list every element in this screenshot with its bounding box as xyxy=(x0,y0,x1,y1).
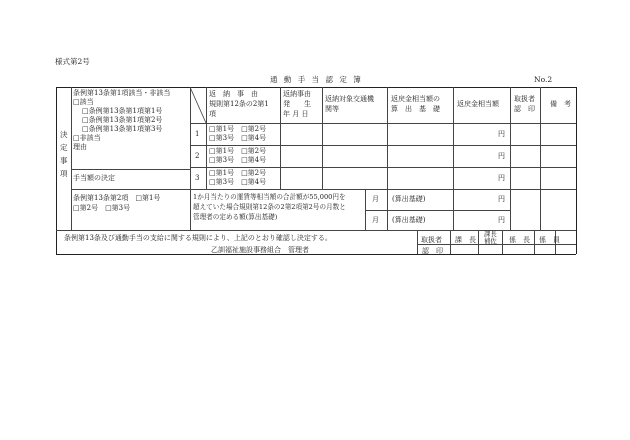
month-2-label: 月 xyxy=(372,216,379,224)
yen-1-label: 円 xyxy=(498,195,505,203)
row-2-yen: 円 xyxy=(498,152,505,160)
monthly-note-line3: 管理者の定める額(算出基礎) xyxy=(193,213,278,221)
row-1-options-b[interactable]: □第3号 □第4号 xyxy=(209,134,267,142)
yen-2-label: 円 xyxy=(498,216,505,224)
header-refund-target-2: 関等 xyxy=(325,105,339,113)
month-1-label: 月 xyxy=(372,195,379,203)
row-2-number: 2 xyxy=(195,152,200,160)
article-13-2-line1[interactable]: 条例第13条第2項 □第1号 xyxy=(73,194,161,202)
row-3-options-b[interactable]: □第3号 □第4号 xyxy=(209,178,267,186)
header-refund-reason-3: 項 xyxy=(209,110,216,118)
applicable-item-1[interactable]: □条例第13条第1項第1号 xyxy=(82,107,163,115)
approval-deputy-2: 補佐 xyxy=(484,237,497,245)
page-title: 通 動 手 当 認 定 簿 xyxy=(270,75,363,84)
basis-2-label: (算出基礎) xyxy=(392,216,426,224)
row-1-options-a[interactable]: □第1号 □第2号 xyxy=(209,125,267,133)
basis-1-label: (算出基礎) xyxy=(392,195,426,203)
row-3-options-a[interactable]: □第1号 □第2号 xyxy=(209,169,267,177)
confirmation-text: 条例第13条及び通勤手当の支給に関する規則により、上記のとおり確認し決定する。 xyxy=(64,234,332,242)
header-refund-reason-2: 規則第12条の2第1 xyxy=(209,100,269,108)
row-1-number: 1 xyxy=(195,130,200,138)
row-2-options-b[interactable]: □第3号 □第4号 xyxy=(209,156,267,164)
header-occur-date-2: 発 生 xyxy=(283,100,311,108)
row-1-yen: 円 xyxy=(498,130,505,138)
approval-handler: 取扱者 xyxy=(421,236,442,244)
approval-staff: 係 員 xyxy=(539,236,560,244)
page-number: No.2 xyxy=(534,75,553,84)
header-refund-basis-2: 算 出 基 礎 xyxy=(391,105,440,113)
header-handler-2: 認 印 xyxy=(514,105,535,113)
monthly-note-line2: 超えていた場合規則第12条の2第2項第2号の月数と xyxy=(193,203,346,211)
row-3-yen: 円 xyxy=(498,174,505,182)
header-refund-amount: 返戻金相当額 xyxy=(457,100,499,108)
row-2-options-a[interactable]: □第1号 □第2号 xyxy=(209,147,267,155)
monthly-note-line1: 1か月当たりの運賃等相当額の合計額が55,000円を xyxy=(193,193,346,201)
not-applicable-checkbox[interactable]: □非該当 xyxy=(73,134,101,142)
applicable-item-2[interactable]: □条例第13条第1項第2号 xyxy=(82,116,163,124)
determination-label: 決定事項 xyxy=(60,130,68,178)
header-slash xyxy=(190,87,206,123)
reason-label: 理由 xyxy=(73,143,87,151)
header-remarks: 備 考 xyxy=(550,100,571,108)
approval-deputy-1: 課長 xyxy=(484,230,497,238)
header-handler-1: 取扱者 xyxy=(514,95,535,103)
applicable-item-3[interactable]: □条例第13条第1項第3号 xyxy=(82,125,163,133)
header-refund-reason-1: 返 納 事 由 xyxy=(209,90,258,98)
allowance-decision-label: 手当額の決定 xyxy=(73,174,115,182)
approval-sub-chief: 係 長 xyxy=(509,236,530,244)
header-refund-target-1: 返納対象交通機 xyxy=(325,95,374,103)
applicability-title: 条例第13条第1項該当・非該当 xyxy=(73,89,171,97)
header-refund-basis-1: 返戻金相当額の xyxy=(391,95,440,103)
form-id: 様式第2号 xyxy=(55,57,90,66)
header-occur-date-1: 返納事由 xyxy=(283,90,311,98)
article-13-2-line2[interactable]: □第2号 □第3号 xyxy=(73,204,131,212)
seal-label: 認 印 xyxy=(422,247,443,255)
signer-name: 乙訓福祉施設事務組合 管理者 xyxy=(211,246,309,254)
row-3-number: 3 xyxy=(195,174,200,182)
approval-chief: 課 長 xyxy=(455,236,476,244)
applicable-checkbox[interactable]: □該当 xyxy=(73,98,94,106)
header-occur-date-3: 年 月 日 xyxy=(283,110,309,118)
